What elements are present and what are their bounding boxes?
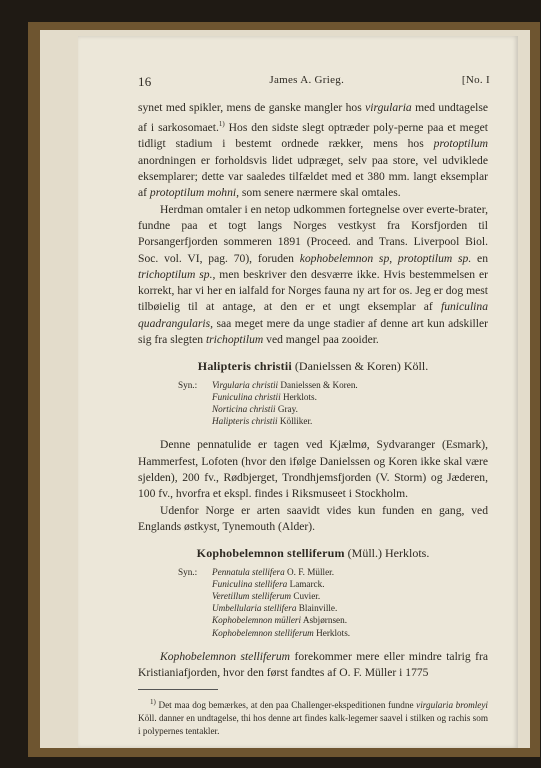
issue-number: [No. I	[461, 74, 490, 86]
synonym-list-kophobelemnon: Syn.: Pennatula stellifera O. F. Müller. Funiculina stellifera Lamarck. Veretillum stelliferum Cuvier. Umbellularia stellifera Blainville. Kophobelemnon mülleri Asbjørnsen. Kophobelemnon stelliferum Herklots.	[178, 566, 351, 638]
species-heading-halipteris: Halipteris christii (Danielssen & Koren) Köll.	[197, 359, 429, 374]
footnote: $^{1)}$ Det maa dog bemærkes, at den paa Challenger-ekspeditionen fundne virgularia bromleyi Köll. danner en undtagelse, thi hos denne art findes kalk-legemer saavel i stilken og rachis som i polypernes tentakler.	[138, 698, 488, 737]
footnote-divider	[138, 689, 218, 690]
species-heading-kophobelemnon: Kophobelemnon stelliferum (Müll.) Herklots.	[196, 546, 430, 561]
paragraph-kophobelemnon: Kophobelemnon stelliferum forekommer mere eller mindre talrig fra Kristianiafjorden, hvor den først fandtes af O. F. Müller i 1775	[138, 649, 488, 680]
footnote-marker: 1)	[218, 120, 225, 129]
running-title: James A. Grieg.	[269, 74, 345, 86]
book-page	[78, 36, 518, 748]
paragraph-halipteris-2: Udenfor Norge er arten saavidt vides kun funden en gang, ved Englands østkyst, Tynemouth (Alder).	[138, 503, 488, 533]
paragraph-halipteris-1: Denne pennatulide er tagen ved Kjælmø, Sydvaranger (Esmark), Hammerfest, Lofoten (hvor den ifølge Danielssen og Koren ikke skal være sjelden), 200 fv., Rødbjerget, Trondhjemsfjorden (V. Storm) og Jæderen, 100 fv., hvorfra et ekspl. findes i Riksmuseet i Stockholm.	[138, 438, 488, 501]
running-header	[138, 74, 490, 90]
paragraph-2: Herdman omtaler i en netop udkommen fortegnelse over everte-brater, fundne paa et togt langs Norges vestkyst fra Korsfjorden til Porsangerfjorden sommeren 1891 (Proceed. and Trans. Liverpool Biol. Soc. vol. VI, pag. 70), foruden kophobelemnon sp, protoptilum sp. en trichoptilum sp., men beskriver den desværre ikke. Hvis bestemmelsen er korrekt, har vi her en ialfald for Norges fauna ny art for os. Jeg er dog mest tilbøielig til at antage, at den er et ungt eksemplar af funiculina quadrangularis, saa meget mere da unge stadier af denne art kun adskiller sig fra slegten trichoptilum ved mangel paa zooider.	[138, 202, 489, 347]
paragraph-1: synet med spikler, mens de ganske mangler hos virgularia med undtagelse af i sarkosomaet.$^{1)}$ Hos den sidste slegt optræder poly-perne paa et meget tidligt stadium i bestemt ordnede rækker, mens hos protoptilum anordningen er forholdsvis lidet udpræget, selv paa store, vel udviklede eksemplarer; dette var saaledes tilfældet med et 380 mm. langt eksemplar af protoptilum mohni, som senere nærmere skal omtales.	[138, 101, 489, 200]
page-body	[138, 100, 488, 738]
synonym-list-halipteris: Syn.: Virgularia christii Danielssen & Koren. Funiculina christii Herklots. Norticina christii Gray. Halipteris christii Kölliker.	[178, 379, 358, 427]
page-number: 16	[138, 74, 152, 89]
